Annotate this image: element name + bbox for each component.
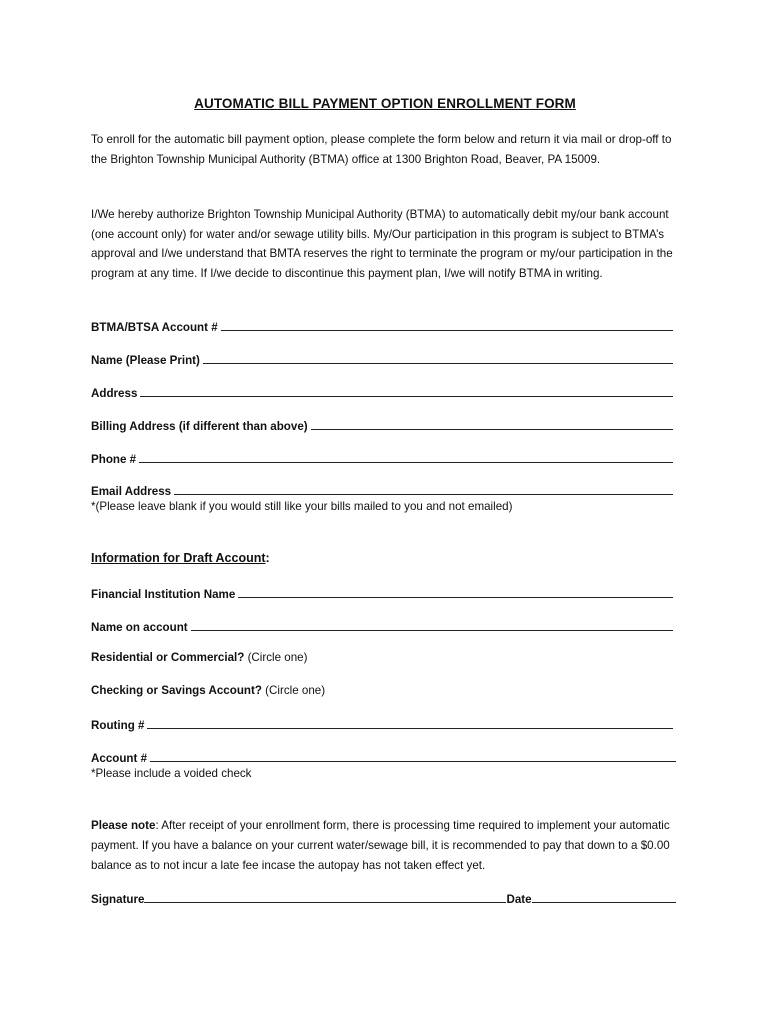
draft-heading-text: Information for Draft Account	[91, 551, 266, 565]
address-line[interactable]	[140, 396, 673, 397]
account-number-line[interactable]	[221, 330, 673, 331]
intro-paragraph: To enroll for the automatic bill payment option, please complete the form below and return it via mail or drop-off to the Brighton Township Municipal Authority (BTMA) office at 1300 Brighton Road, Beaver, PA 15009.	[91, 133, 672, 166]
email-line[interactable]	[174, 494, 673, 495]
name-on-account-label: Name on account	[91, 621, 188, 634]
routing-label: Routing #	[91, 719, 145, 732]
residential-commercial-row[interactable]	[91, 651, 307, 664]
account-number-label: BTMA/BTSA Account #	[91, 321, 218, 334]
signature-row	[91, 890, 676, 906]
billing-address-line[interactable]	[311, 429, 673, 430]
checking-hint: (Circle one)	[261, 684, 326, 697]
form-title: AUTOMATIC BILL PAYMENT OPTION ENROLLMENT FORM	[194, 96, 576, 111]
signature-line[interactable]	[144, 902, 506, 903]
please-note-text: : After receipt of your enrollment form, there is processing time required to implement your automatic payment. If you have a balance on your current water/sewage bill, it is recommended to pay that down to a $0.00 balance as to not incur a late fee incase the autopay has not taken effect yet.	[91, 819, 670, 872]
please-note-label: Please note	[91, 819, 156, 832]
name-label: Name (Please Print)	[91, 354, 200, 367]
signature-label: Signature	[91, 893, 145, 906]
account-number-field[interactable]	[91, 318, 673, 334]
name-field[interactable]	[91, 351, 673, 367]
bank-account-label: Account #	[91, 752, 148, 765]
routing-line[interactable]	[147, 728, 673, 729]
phone-field[interactable]	[91, 450, 673, 466]
draft-section-heading	[91, 551, 270, 565]
email-field[interactable]	[91, 482, 673, 498]
name-line[interactable]	[203, 363, 673, 364]
date-line[interactable]	[532, 902, 676, 903]
bank-account-field[interactable]	[91, 749, 676, 765]
billing-address-field[interactable]	[91, 417, 673, 433]
date-label: Date	[506, 893, 532, 906]
name-on-account-line[interactable]	[191, 630, 673, 631]
residential-label: Residential or Commercial?	[91, 651, 245, 664]
routing-field[interactable]	[91, 716, 673, 732]
address-label: Address	[91, 387, 138, 400]
institution-field[interactable]	[91, 585, 673, 601]
checking-savings-row[interactable]	[91, 684, 325, 697]
email-note: *(Please leave blank if you would still like your bills mailed to you and not emailed)	[91, 500, 513, 513]
institution-label: Financial Institution Name	[91, 588, 236, 601]
checking-label: Checking or Savings Account?	[91, 684, 262, 697]
address-field[interactable]	[91, 384, 673, 400]
authorization-paragraph: I/We hereby authorize Brighton Township Municipal Authority (BTMA) to automatically debit my/our bank account (one account only) for water and/or sewage utility bills. My/Our participation in this program is subject to BTMA’s approval and I/we understand that BMTA reserves the right to terminate the program or my/our participation in the program at any time. If I/we decide to discontinue this payment plan, I/we will notify BTMA in writing.	[91, 208, 673, 281]
phone-line[interactable]	[139, 462, 673, 463]
please-note-paragraph	[91, 816, 681, 876]
phone-label: Phone #	[91, 453, 137, 466]
name-on-account-field[interactable]	[91, 618, 673, 634]
email-label: Email Address	[91, 485, 172, 498]
institution-line[interactable]	[238, 597, 673, 598]
residential-hint: (Circle one)	[244, 651, 308, 664]
billing-address-label: Billing Address (if different than above)	[91, 420, 308, 433]
bank-account-line[interactable]	[150, 761, 676, 762]
draft-heading-colon: :	[265, 551, 270, 565]
voided-check-note: *Please include a voided check	[91, 767, 252, 780]
